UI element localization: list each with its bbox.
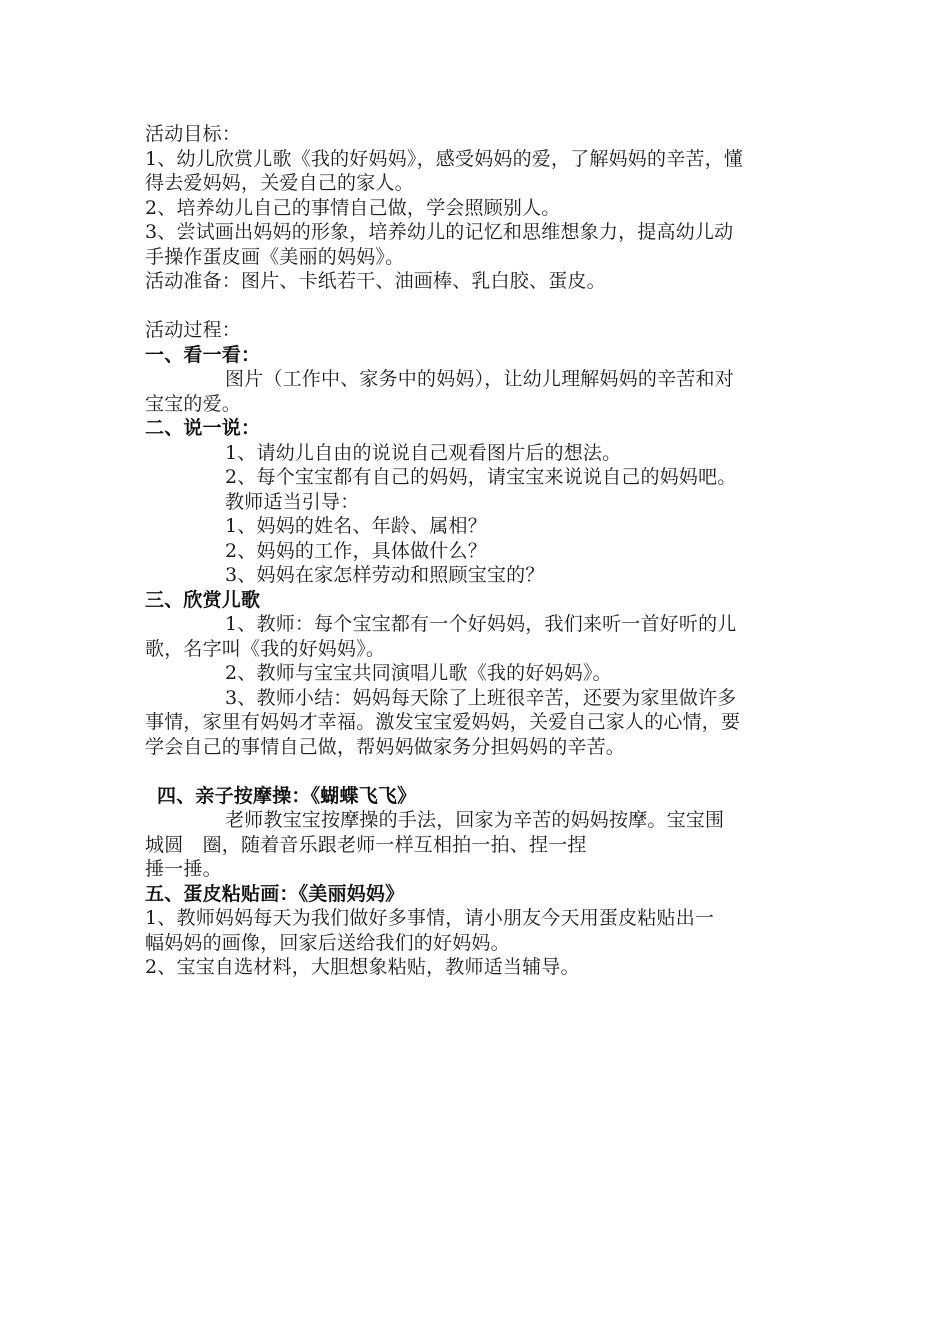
section-3-item-1-line-1: 1、教师：每个宝宝都有一个好妈妈，我们来听一首好听的儿 <box>225 613 737 635</box>
section-2-question-2: 2、妈妈的工作，具体做什么？ <box>225 539 487 562</box>
section-3-item-3-line-3: 学会自己的事情自己做，帮妈妈做家务分担妈妈的辛苦。 <box>145 735 626 758</box>
section-3-item-2: 2、教师与宝宝共同演唱儿歌《我的好妈妈》。 <box>225 662 612 684</box>
section-3-item-3-line-1: 3、教师小结：妈妈每天除了上班很辛苦，还要为家里做许多 <box>225 686 737 709</box>
section-2-heading: 二、说一说： <box>145 417 261 439</box>
paragraph-gap <box>145 294 810 319</box>
section-3-item-1-line-2: 歌，名字叫《我的好妈妈》。 <box>145 637 386 660</box>
goal-3-line-2: 手操作蛋皮画《美丽的妈妈》。 <box>145 245 405 268</box>
section-3-item-3-line-2: 事情，家里有妈妈才幸福。激发宝宝爱妈妈，关爱自己家人的心情，要 <box>145 711 741 733</box>
section-5-item-1-line-1: 1、教师妈妈每天为我们做好多事情，请小朋友今天用蛋皮粘贴出一 <box>145 907 715 929</box>
section-2-question-3: 3、妈妈在家怎样劳动和照顾宝宝的？ <box>225 564 545 586</box>
section-2-guide: 教师适当引导： <box>225 490 360 513</box>
section-5-item-2: 2、宝宝自选材料，大胆想象粘贴，教师适当辅导。 <box>145 956 580 978</box>
section-1-paragraph-line-2: 宝宝的爱。 <box>145 392 242 415</box>
paragraph-gap <box>145 759 810 784</box>
goal-1-line-1: 1、幼儿欣赏儿歌《我的好妈妈》，感受妈妈的爱，了解妈妈的辛苦，懂 <box>145 147 743 170</box>
section-4-paragraph-line-1: 老师教宝宝按摩操的手法，回家为辛苦的妈妈按摩。宝宝围 <box>225 809 725 831</box>
section-5-heading: 五、蛋皮粘贴画：《美丽妈妈》 <box>145 882 405 905</box>
process-title: 活动过程： <box>145 319 242 341</box>
section-4-heading: 四、亲子按摩操：《蝴蝶飞飞》 <box>157 784 417 807</box>
section-2-question-1: 1、妈妈的姓名、年龄、属相？ <box>225 515 487 537</box>
document-body <box>145 122 810 980</box>
goal-1-line-2: 得去爱妈妈，关爱自己的家人。 <box>145 172 414 194</box>
section-2-item-1: 1、请幼儿自由的说说自己观看图片后的想法。 <box>225 441 622 464</box>
goal-3-line-1: 3、尝试画出妈妈的形象，培养幼儿的记忆和思维想象力，提高幼儿动 <box>145 221 734 243</box>
section-3-heading: 三、欣赏儿歌 <box>145 588 261 611</box>
section-1-heading: 一、看一看： <box>145 343 261 366</box>
section-4-paragraph-line-2: 城圆 圈，随着音乐跟老师一样互相拍一拍、捏一捏 <box>145 833 587 856</box>
section-4-paragraph-line-3: 捶一捶。 <box>145 858 222 880</box>
goal-2: 2、培养幼儿自己的事情自己做，学会照顾别人。 <box>145 196 561 219</box>
section-5-item-1-line-2: 幅妈妈的画像，回家后送给我们的好妈妈。 <box>145 931 510 954</box>
activity-preparation: 活动准备：图片、卡纸若干、油画棒、乳白胶、蛋皮。 <box>145 270 606 292</box>
section-2-item-2: 2、每个宝宝都有自己的妈妈，请宝宝来说说自己的妈妈吧。 <box>225 466 737 488</box>
section-1-paragraph-line-1: 图片（工作中、家务中的妈妈），让幼儿理解妈妈的辛苦和对 <box>225 368 734 390</box>
goals-title: 活动目标： <box>145 123 242 145</box>
